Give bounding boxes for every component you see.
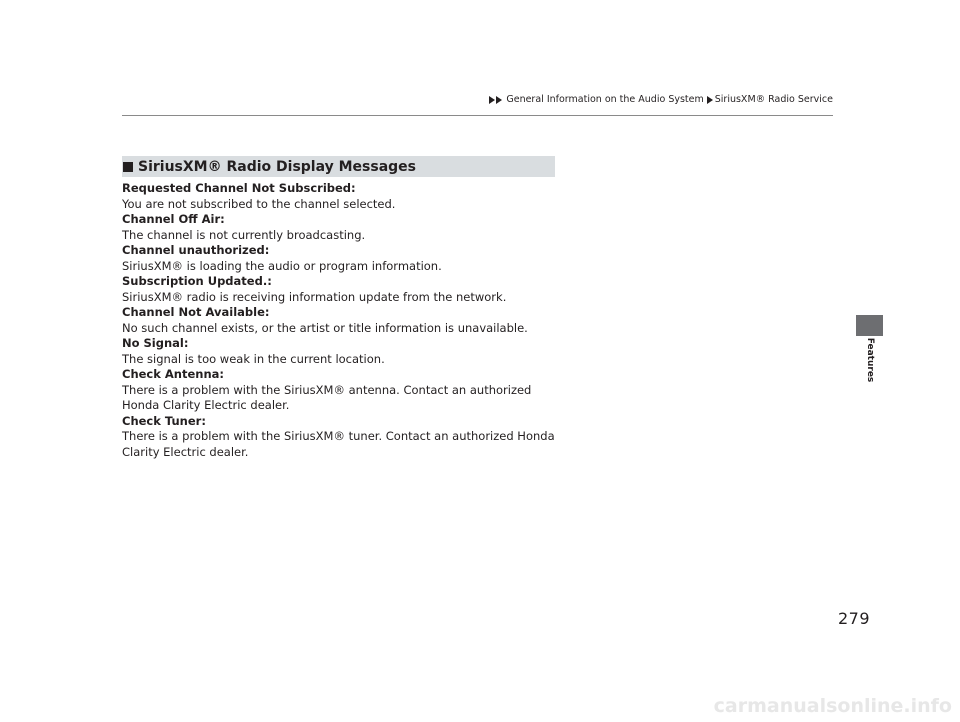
message-title: Channel Not Available: bbox=[122, 305, 270, 319]
section-title: SiriusXM® Radio Display Messages bbox=[138, 158, 417, 175]
message-item bbox=[122, 212, 562, 243]
message-item bbox=[122, 274, 562, 305]
message-description: SiriusXM® is loading the audio or program information. bbox=[122, 258, 442, 273]
square-bullet-icon bbox=[123, 162, 133, 172]
breadcrumb-arrow-icon bbox=[496, 96, 502, 104]
breadcrumb-item-audio-system: General Information on the Audio System bbox=[506, 94, 704, 105]
message-description: SiriusXM® radio is receiving information update from the network. bbox=[122, 289, 507, 304]
message-item bbox=[122, 305, 562, 336]
watermark: carmanualsonline.info bbox=[713, 695, 952, 717]
section-tab-marker bbox=[856, 315, 883, 336]
message-title: Check Tuner: bbox=[122, 413, 206, 428]
message-item bbox=[122, 181, 562, 212]
message-title: No Signal: bbox=[122, 336, 189, 350]
message-item bbox=[122, 367, 562, 414]
message-list bbox=[122, 181, 562, 460]
message-description: The signal is too weak in the current location. bbox=[122, 351, 385, 366]
message-item bbox=[122, 414, 562, 461]
breadcrumb-separator-icon bbox=[707, 96, 713, 104]
message-title: Check Antenna: bbox=[122, 367, 225, 381]
message-description: There is a problem with the SiriusXM® antenna. Contact an authorized Honda Clarity Electric dealer. bbox=[122, 382, 532, 412]
section-tab-label: Features bbox=[865, 337, 875, 383]
message-item bbox=[122, 336, 562, 367]
message-item bbox=[122, 243, 562, 274]
message-title: Channel Off Air: bbox=[122, 212, 225, 226]
breadcrumb bbox=[489, 94, 833, 106]
message-title: Requested Channel Not Subscribed: bbox=[122, 181, 356, 195]
message-description: No such channel exists, or the artist or title information is unavailable. bbox=[122, 320, 528, 335]
message-description: You are not subscribed to the channel selected. bbox=[122, 196, 396, 211]
message-title: Subscription Updated.: bbox=[122, 274, 272, 288]
breadcrumb-item-siriusxm: SiriusXM® Radio Service bbox=[714, 94, 833, 105]
message-description: There is a problem with the SiriusXM® tuner. Contact an authorized Honda Clarity Electric dealer. bbox=[122, 429, 555, 459]
header-rule bbox=[122, 115, 833, 116]
breadcrumb-arrow-icon bbox=[489, 96, 495, 104]
message-description: The channel is not currently broadcasting. bbox=[122, 227, 366, 242]
page-number: 279 bbox=[837, 609, 870, 628]
section-header bbox=[122, 156, 555, 177]
message-title: Channel unauthorized: bbox=[122, 243, 270, 257]
